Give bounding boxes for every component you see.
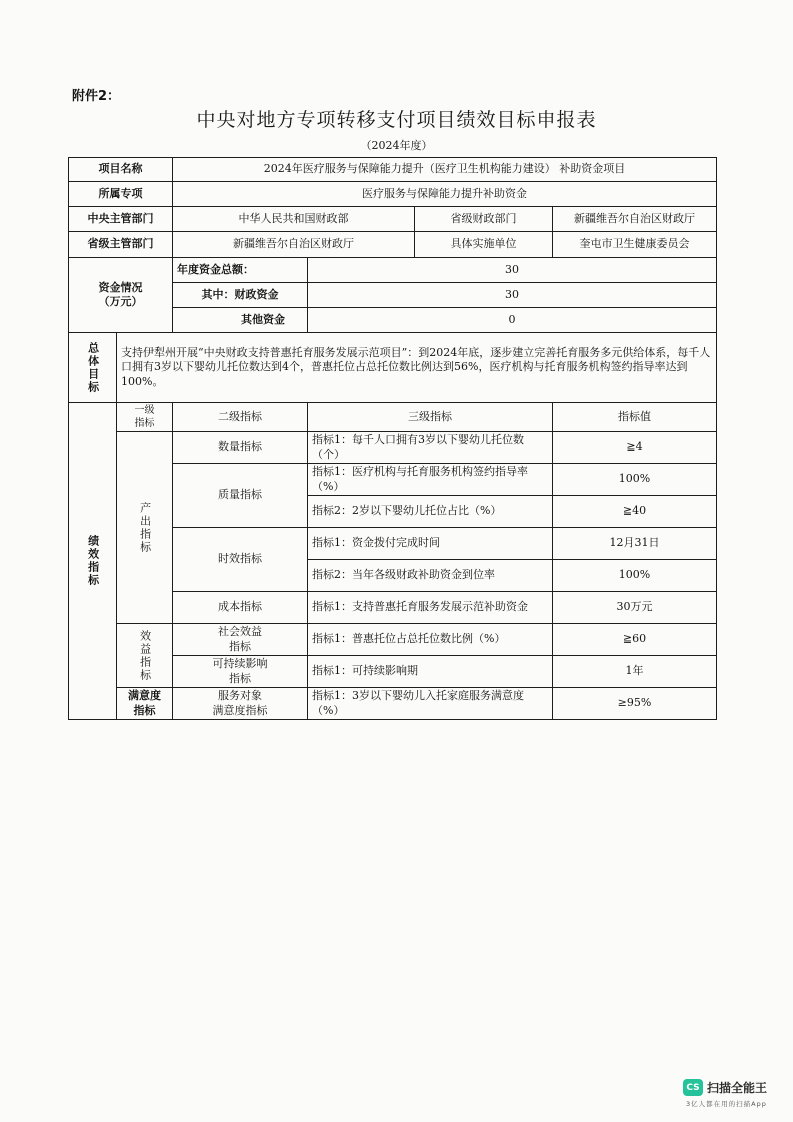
special-value: 医疗服务与保障能力提升补助资金 [173,182,717,207]
sustain-indicator-1-value: 1年 [553,656,717,688]
funds-fiscal-value: 30 [308,283,717,308]
benefit-indicator-label: 效益指标 [117,624,173,688]
time-indicator-1-value: 12月31日 [553,528,717,560]
prov-dept-label: 省级主管部门 [69,232,173,258]
project-name-label: 项目名称 [69,158,173,182]
page-subtitle: （2024年度） [360,139,433,152]
attachment-label: 附件2： [72,89,121,104]
funds-label: 资金情况 （万元） [69,258,173,333]
page-title: 中央对地方专项转移支付项目绩效目标申报表 [196,109,597,131]
funds-other-value: 0 [308,308,717,333]
header-level2: 二级指标 [173,403,308,432]
goal-text: 支持伊犁州开展“中央财政支持普惠托育服务发展示范项目”：到2024年底，逐步建立完善托育服务多元供给体系，每千人口拥有3岁以下婴幼儿托位数达到4个，普惠托位占总托位数比例达到56%，医疗机构与托育服务机构签约指导率达到100%。 [117,333,717,403]
scanner-app-name: 扫描全能王 [707,1081,768,1095]
camscanner-logo-icon: CS [683,1079,703,1096]
central-dept-value: 中华人民共和国财政部 [173,207,415,232]
scanner-slogan: 3亿人都在用的扫描App [686,1100,767,1108]
cost-indicator-label: 成本指标 [173,592,308,624]
social-indicator-1-value: ≧60 [553,624,717,656]
funds-other-label: 其他资金 [173,308,308,333]
central-dept-label: 中央主管部门 [69,207,173,232]
service-satisfaction-label: 服务对象 满意度指标 [173,688,308,720]
row-prov-dept [69,232,717,258]
row-indicator-header [69,403,717,432]
special-label: 所属专项 [69,182,173,207]
indicators-label: 绩效指标 [69,403,117,720]
row-central-dept [69,207,717,232]
quantity-indicator-label: 数量指标 [173,432,308,464]
quantity-indicator-1-value: ≧4 [553,432,717,464]
quality-indicator-1: 指标1：医疗机构与托育服务机构签约指导率（%） [308,464,553,496]
row-satisfaction-1 [69,688,717,720]
quality-indicator-2-value: ≧40 [553,496,717,528]
quality-indicator-1-value: 100% [553,464,717,496]
sustain-indicator-label: 可持续影响 指标 [173,656,308,688]
cost-indicator-1-value: 30万元 [553,592,717,624]
prov-dept-value: 新疆维吾尔自治区财政厅 [173,232,415,258]
declaration-form-table [68,157,717,720]
satisfaction-indicator-1: 指标1：3岁以下婴幼儿入托家庭服务满意度（%） [308,688,553,720]
row-social-1 [69,624,717,656]
quality-indicator-2: 指标2：2岁以下婴幼儿托位占比（%） [308,496,553,528]
row-quantity-1 [69,432,717,464]
funds-fiscal-label: 其中：财政资金 [173,283,308,308]
social-indicator-label: 社会效益 指标 [173,624,308,656]
funds-total-label: 年度资金总额： [173,258,308,283]
time-indicator-2-value: 100% [553,560,717,592]
satisfaction-indicator-1-value: ≥95% [553,688,717,720]
project-name-value: 2024年医疗服务与保障能力提升（医疗卫生机构能力建设） 补助资金项目 [173,158,717,182]
impl-unit-label: 具体实施单位 [415,232,553,258]
cost-indicator-1: 指标1：支持普惠托育服务发展示范补助资金 [308,592,553,624]
row-funds-total [69,258,717,283]
time-indicator-label: 时效指标 [173,528,308,592]
time-indicator-2: 指标2：当年各级财政补助资金到位率 [308,560,553,592]
scanner-watermark [683,1079,767,1096]
row-goal [69,333,717,403]
row-special [69,182,717,207]
header-level3: 三级指标 [308,403,553,432]
quantity-indicator-1: 指标1：每千人口拥有3岁以下婴幼儿托位数（个） [308,432,553,464]
satisfaction-indicator-label: 满意度 指标 [117,688,173,720]
impl-unit-value: 奎屯市卫生健康委员会 [553,232,717,258]
header-value: 指标值 [553,403,717,432]
goal-label: 总体目标 [69,333,117,403]
sustain-indicator-1: 指标1：可持续影响期 [308,656,553,688]
row-project-name [69,158,717,182]
funds-total-value: 30 [308,258,717,283]
time-indicator-1: 指标1：资金拨付完成时间 [308,528,553,560]
prov-finance-label: 省级财政部门 [415,207,553,232]
social-indicator-1: 指标1：普惠托位占总托位数比例（%） [308,624,553,656]
prov-finance-value: 新疆维吾尔自治区财政厅 [553,207,717,232]
quality-indicator-label: 质量指标 [173,464,308,528]
output-indicator-label: 产出指标 [117,432,173,624]
header-level1: 一级 指标 [117,403,173,432]
